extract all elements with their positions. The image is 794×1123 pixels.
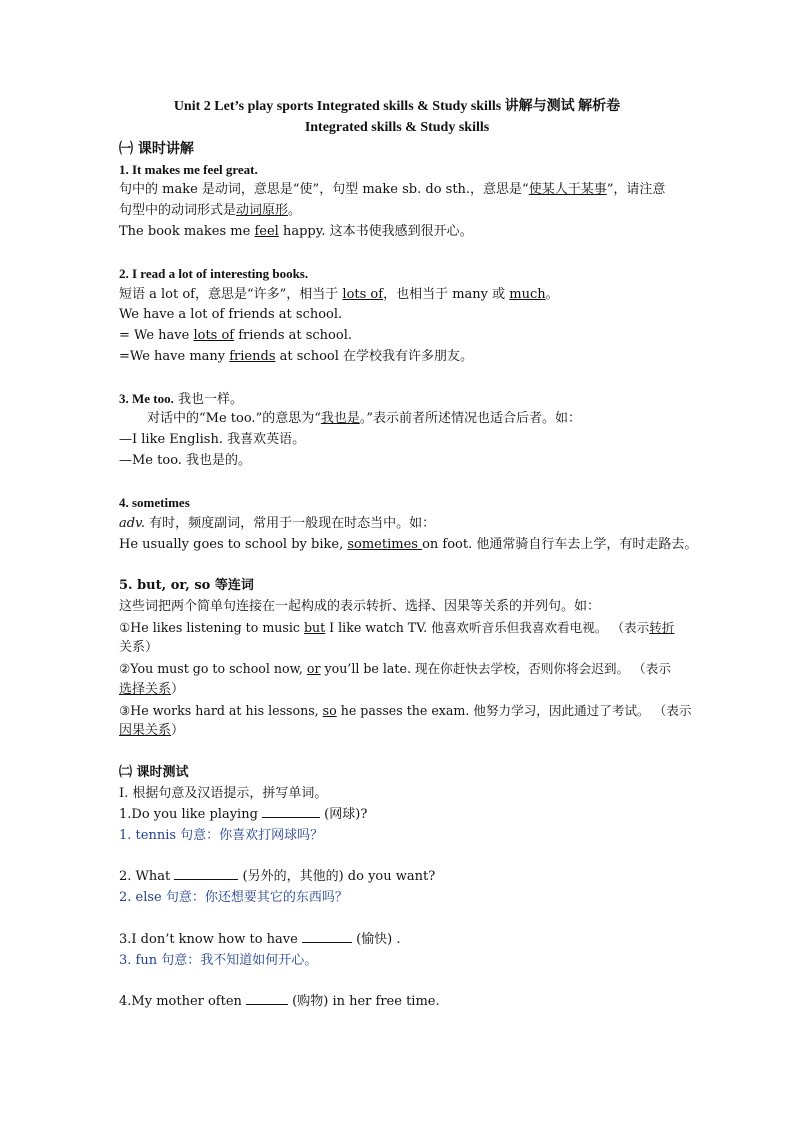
- point-5-example-2: ②You must go to school now, or you’ll be late. 现在你赶快去学校，否则你将会迟到。 （表示: [119, 661, 671, 676]
- answer-blank-1[interactable]: [262, 805, 320, 818]
- point-2-text-line1: 短语 a lot of，意思是“许多”，相当于 lots of，也相当于 many 或 much。: [119, 287, 559, 302]
- point-2-example-2: = We have lots of friends at school.: [119, 328, 352, 343]
- point-1-text-line2: 句型中的动词形式是动词原形。: [119, 203, 302, 218]
- section-heading-test: ㈡ 课时测试: [119, 765, 189, 780]
- point-1-text-line1: 句中的 make 是动词，意思是“使”，句型 make sb. do sth.，意思是“使某人干某事”，请注意: [119, 182, 666, 197]
- answer-blank-4[interactable]: [246, 992, 288, 1005]
- question-4: 4.My mother often (购物) in her free time.: [119, 994, 440, 1009]
- point-4-title: 4. sometimes: [119, 495, 190, 510]
- document-subtitle: Integrated skills & Study skills: [304, 120, 490, 135]
- point-4-example: He usually goes to school by bike, sometimes on foot. 他通常骑自行车去上学，有时走路去。: [119, 537, 698, 552]
- point-2-title: 2. I read a lot of interesting books.: [119, 266, 309, 281]
- point-3-title: 3. Me too. 我也一样。: [119, 391, 244, 407]
- point-5-example-3: ③He works hard at his lessons, so he passes the exam. 他努力学习，因此通过了考试。 （表示: [119, 703, 692, 718]
- document-title: Unit 2 Let’s play sports Integrated skills & Study skills 讲解与测试 解析卷: [173, 99, 621, 114]
- answer-3: 3. fun 句意：我不知道如何开心。: [119, 953, 318, 968]
- answer-2: 2. else 句意：你还想要其它的东西吗？: [119, 890, 348, 905]
- question-1: 1.Do you like playing (网球)?: [119, 807, 368, 822]
- question-3: 3.I don’t know how to have (愉快) .: [119, 932, 401, 947]
- point-5-example-3-cont: 因果关系）: [119, 723, 185, 738]
- point-5-example-2-cont: 选择关系）: [119, 682, 185, 697]
- question-2: 2. What (另外的，其他的) do you want?: [119, 869, 436, 884]
- point-2-example-1: We have a lot of friends at school.: [119, 307, 343, 322]
- answer-1: 1. tennis 句意：你喜欢打网球吗？: [119, 828, 324, 843]
- answer-blank-3[interactable]: [302, 930, 352, 943]
- point-5-text-line1: 这些词把两个简单句连接在一起构成的表示转折、选择、因果等关系的并列句。如：: [119, 599, 601, 614]
- section-heading-lecture: ㈠ 课时讲解: [119, 141, 194, 157]
- point-3-example-2: —Me too. 我也是的。: [119, 453, 252, 468]
- point-3-example-1: —I like English. 我喜欢英语。: [119, 432, 306, 447]
- point-3-text-line1: 对话中的“Me too.”的意思为“我也是。”表示前者所述情况也适合后者。如：: [147, 411, 582, 426]
- point-4-text-line1: adv. 有时，频度副词，常用于一般现在时态当中。如：: [119, 516, 436, 531]
- test-instruction: I. 根据句意及汉语提示，拼写单词。: [119, 786, 328, 801]
- point-5-example-1-cont: 关系）: [119, 640, 159, 655]
- point-5-example-1: ①He likes listening to music but I like watch TV. 他喜欢听音乐但我喜欢看电视。 （表示转折: [119, 620, 675, 635]
- point-2-example-3: =We have many friends at school 在学校我有许多朋友。: [119, 349, 474, 364]
- point-1-example: The book makes me feel happy. 这本书使我感到很开心。: [119, 224, 473, 239]
- answer-blank-2[interactable]: [174, 867, 238, 880]
- point-5-title: 5. but, or, so 等连词: [119, 578, 254, 593]
- point-1-title: 1. It makes me feel great.: [119, 162, 258, 177]
